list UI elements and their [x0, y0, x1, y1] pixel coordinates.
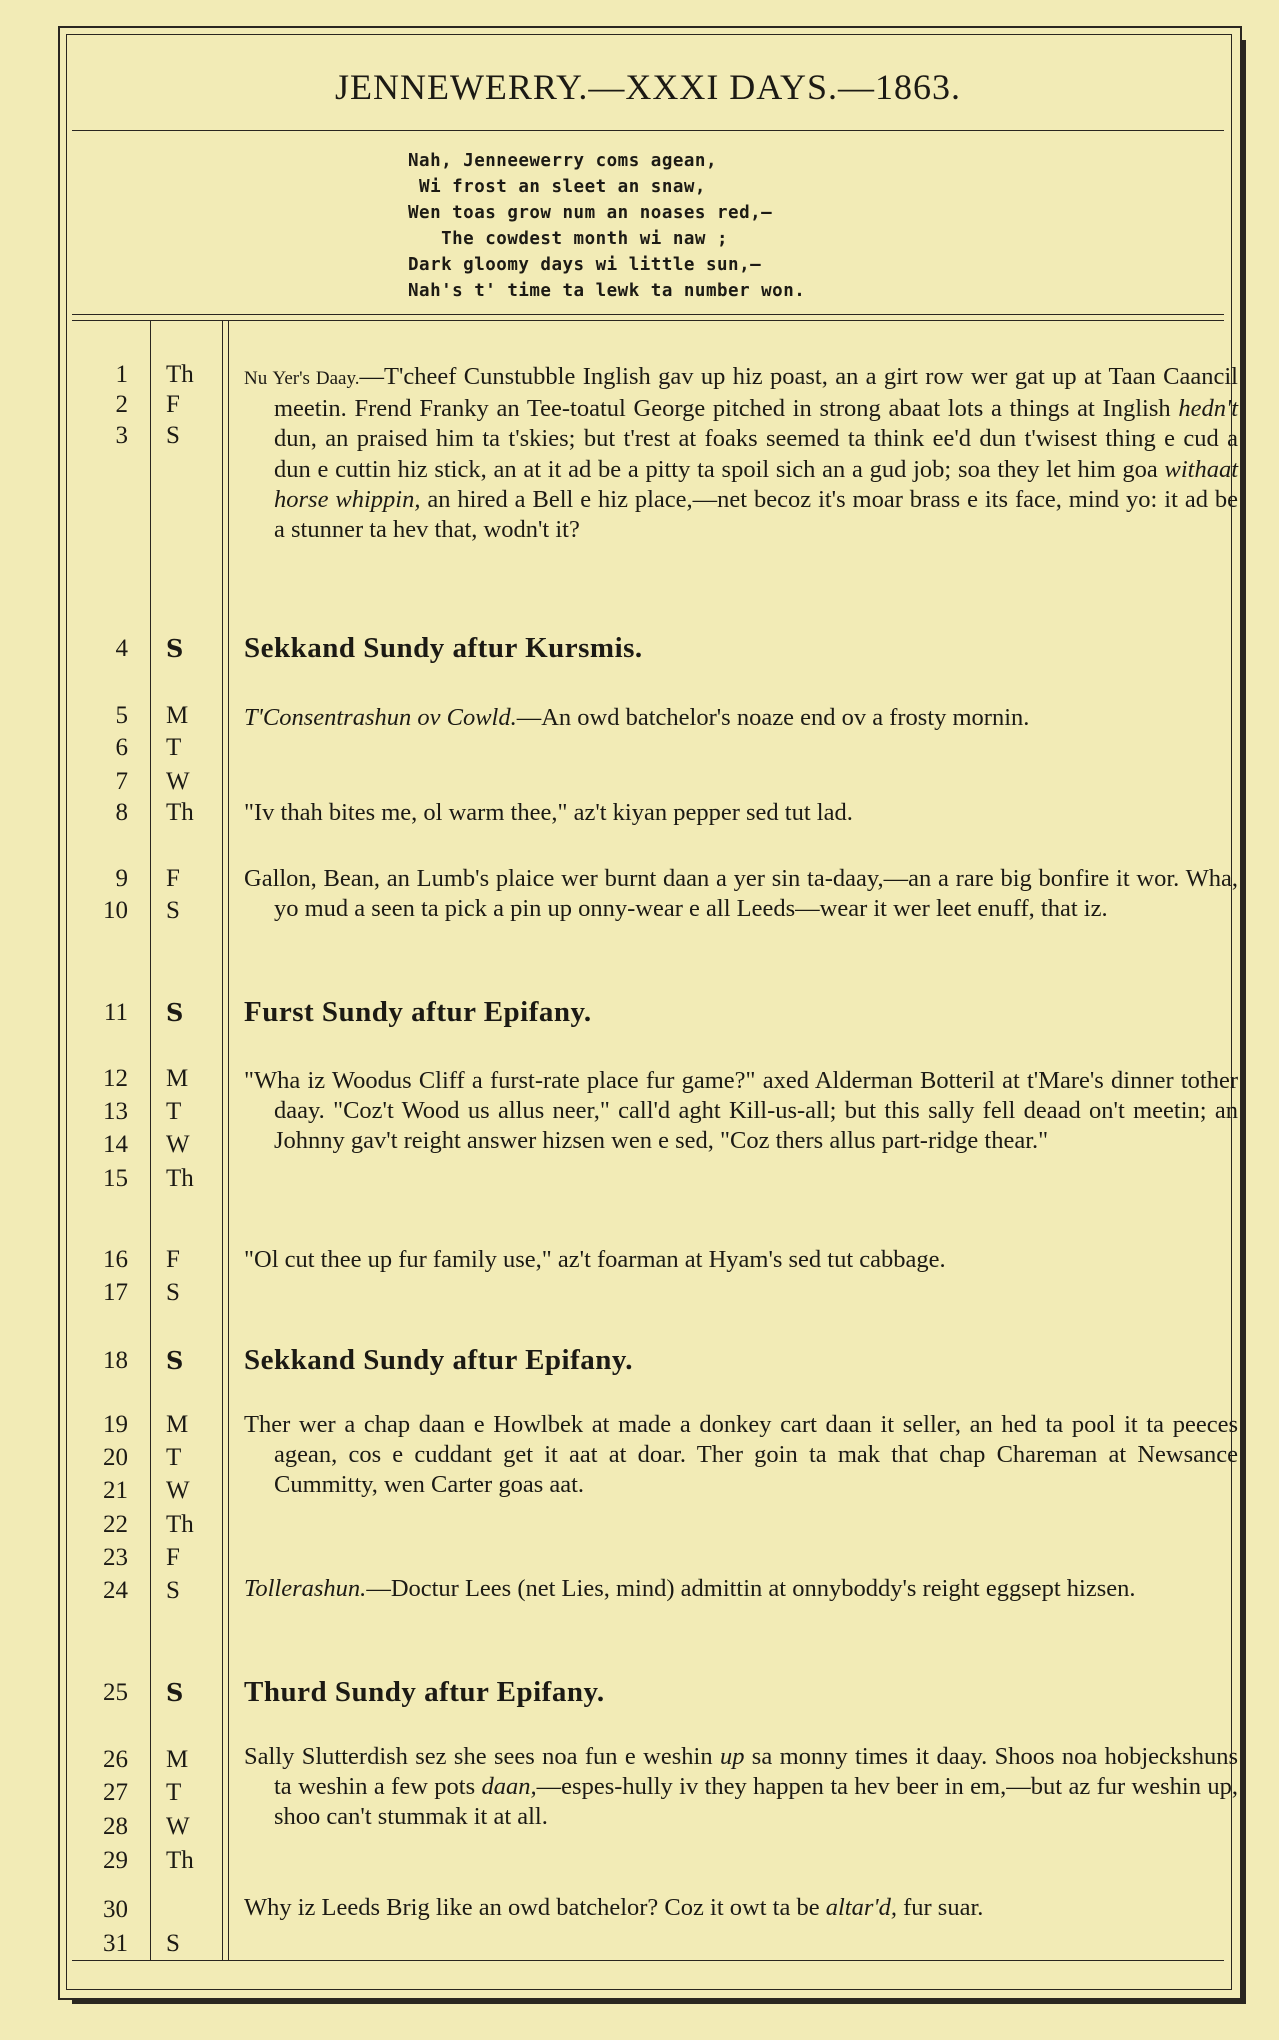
date-number: 4	[115, 635, 128, 662]
weekday: Th	[166, 1511, 194, 1538]
entry-paragraph: "Ol cut thee up fur family use," az't foarman at Hyam's sed tut cabbage.	[244, 1246, 946, 1273]
date-number: 13	[103, 1098, 128, 1125]
weekday: F	[166, 391, 180, 418]
weekday: M	[166, 1411, 189, 1438]
sunday-heading: Sekkand Sundy aftur Kursmis.	[244, 632, 643, 664]
date-number: 25	[103, 1679, 128, 1706]
page-title: JENNEWERRY.—XXXI DAYS.—1863.	[334, 67, 962, 107]
weekday: W	[166, 1477, 190, 1504]
date-number: 14	[103, 1131, 128, 1158]
poem-line: Nah, Jenneewerry coms agean,	[408, 151, 718, 171]
poem	[408, 148, 805, 304]
weekday: Th	[166, 1165, 194, 1192]
date-number: 7	[115, 768, 128, 795]
date-number: 9	[115, 865, 128, 892]
date-number: 6	[115, 734, 128, 761]
sunday-heading: Sekkand Sundy aftur Epifany.	[244, 1344, 634, 1376]
weekday: W	[166, 1131, 190, 1158]
date-number: 12	[103, 1065, 128, 1092]
date-number: 24	[103, 1577, 128, 1604]
weekday: W	[166, 768, 190, 795]
weekday: S	[166, 1930, 180, 1957]
weekday: F	[166, 1246, 180, 1273]
date-number: 11	[103, 999, 128, 1026]
entry-paragraph: Sally Slutterdish sez she sees noa fun e weshin up sa monny times it daay. Shoos noa hobjeckshuns ta weshin a few pots daan,—espes-hully iv they happen ta hev beer in em,—but az fur weshin up, shoo can't stummak it at all.	[244, 1743, 1238, 1831]
poem-line: Wen toas grow num an noases red,—	[408, 203, 773, 223]
weekday-sunday: S	[166, 998, 184, 1027]
weekday: S	[166, 1577, 180, 1604]
date-number: 23	[103, 1544, 128, 1571]
weekday: Th	[166, 799, 194, 826]
entry-paragraph: T'Consentrashun ov Cowld.—An owd batchelor's noaze end ov a frosty mornin.	[244, 704, 1030, 731]
date-number: 16	[103, 1246, 128, 1273]
date-number: 31	[103, 1930, 128, 1957]
weekday: T	[166, 734, 182, 761]
weekday-sunday: S	[166, 1346, 184, 1375]
entry-lead: T'Consentrashun ov Cowld.	[244, 704, 517, 731]
sunday-heading: Thurd Sundy aftur Epifany.	[244, 1676, 605, 1708]
entry-paragraph: "Wha iz Woodus Cliff a furst-rate place fur game?" axed Alderman Botteril at t'Mare's dinner tother daay. "Coz't Wood us allus neer," call'd aght Kill-us-all; but this sally fell deaad on't meetin; an Johnny gav't reight answer hizsen wen e sed, "Coz thers allus part-ridge thear."	[244, 1067, 1238, 1155]
entry-paragraph: Gallon, Bean, an Lumb's plaice wer burnt daan a yer sin ta-daay,—an a rare big bonfire it wor. Wha, yo mud a seen ta pick a pin up onny-wear e all Leeds—wear it wer leet enuff, that iz.	[244, 865, 1238, 923]
entry-lead: Nu Yer's Daay.	[244, 368, 360, 389]
column-divider-num	[150, 321, 151, 1961]
date-number: 19	[103, 1411, 128, 1438]
weekday: M	[166, 1746, 189, 1773]
date-number: 17	[103, 1279, 128, 1306]
weekday: M	[166, 702, 189, 729]
weekday-sunday: S	[166, 1678, 184, 1707]
date-number: 27	[103, 1779, 128, 1806]
weekday: T	[166, 1444, 182, 1471]
date-number: 21	[103, 1477, 128, 1504]
date-number: 1	[115, 361, 128, 388]
frame-shadow-bottom	[72, 2000, 1246, 2004]
poem-line: Wi frost an sleet an snaw,	[408, 177, 706, 197]
column-divider-day-b	[228, 321, 229, 1961]
weekday: S	[166, 422, 180, 449]
date-number: 5	[115, 702, 128, 729]
weekday-sunday: S	[166, 634, 184, 663]
weekday: S	[166, 897, 180, 924]
entry-new-years-day: Nu Yer's Daay.—T'cheef Cunstubble Inglish gav up hiz poast, an a girt row wer gat up at Taan Caancil meetin. Frend Franky an Tee-toatul George pitched in strong abaat lots a things at Inglish hedn't dun, an praised him ta t'skies; but t'rest at foaks seemed ta think ee'd dun t'wisest thing e cud a dun e cuttin hiz stick, an at it ad be a pitty ta spoil sich an a gud job; soa they let him goa withaat horse whippin, an hired a Bell e hiz place,—net becoz it's moar brass e its face, mind yo: it ad be a stunner ta hev that, wodn't it?	[244, 363, 1238, 544]
date-number: 15	[103, 1165, 128, 1192]
bottom-rule	[72, 1960, 1224, 1961]
entry-paragraph: Why iz Leeds Brig like an owd batchelor? Coz it owt ta be altar'd, fur suar.	[244, 1894, 984, 1921]
date-number: 20	[103, 1444, 128, 1471]
date-number: 2	[115, 391, 128, 418]
weekday: T	[166, 1098, 182, 1125]
weekday: Th	[166, 1847, 194, 1874]
date-number: 3	[115, 422, 128, 449]
weekday: S	[166, 1279, 180, 1306]
sunday-heading: Furst Sundy aftur Epifany.	[244, 996, 592, 1028]
weekday: F	[166, 1544, 180, 1571]
date-number: 30	[103, 1896, 128, 1923]
title-rule	[72, 130, 1224, 131]
poem-line: Dark gloomy days wi little sun,—	[408, 255, 762, 275]
weekday: Th	[166, 361, 194, 388]
date-number: 29	[103, 1847, 128, 1874]
double-rule-top	[72, 314, 1224, 315]
double-rule-bottom	[72, 320, 1224, 321]
weekday: W	[166, 1813, 190, 1840]
weekday: F	[166, 865, 180, 892]
date-number: 10	[103, 897, 128, 924]
page-frame-inner	[66, 34, 1232, 1990]
date-number: 28	[103, 1813, 128, 1840]
date-number: 22	[103, 1511, 128, 1538]
entry-lead: Tollerashun.	[244, 1575, 367, 1602]
column-divider-day-a	[222, 321, 223, 1961]
date-number: 26	[103, 1746, 128, 1773]
poem-line: Nah's t' time ta lewk ta number won.	[408, 281, 806, 301]
entry-paragraph: Tollerashun.—Doctur Lees (net Lies, mind) admittin at onnyboddy's reight eggsept hizsen.	[244, 1575, 1136, 1602]
date-number: 18	[103, 1347, 128, 1374]
weekday: M	[166, 1065, 189, 1092]
date-number: 8	[115, 799, 128, 826]
entry-paragraph: "Iv thah bites me, ol warm thee," az't kiyan pepper sed tut lad.	[244, 799, 853, 826]
frame-shadow-right	[1242, 40, 1246, 2004]
weekday: T	[166, 1779, 182, 1806]
poem-line: The cowdest month wi naw ;	[408, 229, 729, 249]
entry-paragraph: Ther wer a chap daan e Howlbek at made a donkey cart daan it seller, an hed ta pool it ta peeces agean, cos e cuddant get it aat at doar. Ther goin ta mak that chap Chareman at Newsance Cummitty, wen Carter goas aat.	[244, 1411, 1238, 1499]
